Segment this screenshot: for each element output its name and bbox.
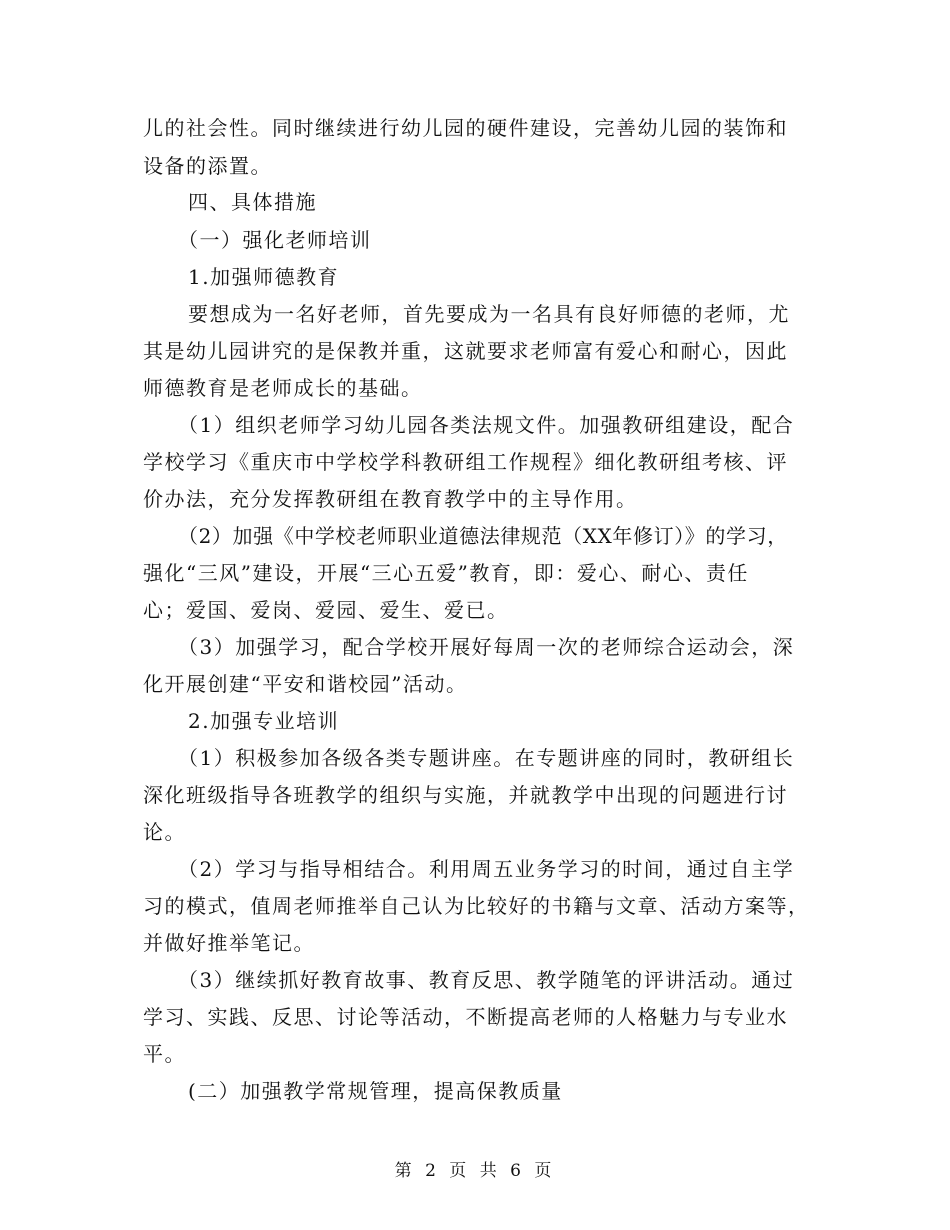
text-line-12: （2）加强《中学校老师职业道德法律规范（XX年修订）》的学习，	[178, 524, 788, 548]
text-line-7: 其是幼儿园讲究的是保教并重，这就要求老师富有爱心和耐心，因此	[143, 339, 788, 363]
text-line-21: （2）学习与指导相结合。利用周五业务学习的时间，通过自主学	[178, 857, 795, 881]
text-line-19: 深化班级指导各班教学的组织与实施，并就教学中出现的问题进行讨	[143, 783, 788, 807]
text-line-1: 儿的社会性。同时继续进行幼儿园的硬件建设，完善幼儿园的装饰和	[143, 116, 788, 140]
item-heading-2: 2.加强专业培训	[188, 709, 340, 733]
text-line-11: 价办法，充分发挥教研组在教育教学中的主导作用。	[143, 487, 638, 511]
text-line-14: 心；爱国、爱岗、爱园、爱生、爱已。	[143, 598, 509, 622]
text-line-8: 师德教育是老师成长的基础。	[143, 376, 423, 400]
text-line-6: 要想成为一名好老师，首先要成为一名具有良好师德的老师，尤	[188, 302, 790, 326]
text-line-13: 强化“三风”建设，开展“三心五爱”教育，即：爱心、耐心、责任	[143, 561, 749, 585]
text-line-18: （1）积极参加各级各类专题讲座。在专题讲座的同时，教研组长	[178, 746, 795, 770]
item-heading-1: 1.加强师德教育	[188, 265, 340, 289]
text-line-10: 学校学习《重庆市中学校学科教研组工作规程》细化教研组考核、评	[143, 450, 788, 474]
text-line-25: 学习、实践、反思、讨论等活动，不断提高老师的人格魅力与专业水	[143, 1005, 788, 1029]
text-line-20: 论。	[143, 820, 186, 844]
text-line-2: 设备的添置。	[143, 154, 272, 178]
text-line-26: 平。	[143, 1042, 186, 1066]
text-line-22: 习的模式，值周老师推举自己认为比较好的书籍与文章、活动方案等，	[143, 894, 810, 918]
text-line-9: （1）组织老师学习幼儿园各类法规文件。加强教研组建设，配合	[178, 413, 795, 437]
text-line-23: 并做好推举笔记。	[143, 931, 315, 955]
text-line-24: （3）继续抓好教育故事、教育反思、教学随笔的评讲活动。通过	[178, 968, 795, 992]
page-number: 第 2 页 共 6 页	[394, 1161, 556, 1181]
subsection-heading-2: (二）加强教学常规管理，提高保教质量	[188, 1079, 563, 1103]
text-line-15: （3）加强学习，配合学校开展好每周一次的老师综合运动会，深	[178, 635, 795, 659]
subsection-heading: （一）强化老师培训	[178, 228, 372, 252]
section-heading: 四、具体措施	[188, 190, 317, 214]
text-line-16: 化开展创建“平安和谐校园”活动。	[143, 672, 468, 696]
